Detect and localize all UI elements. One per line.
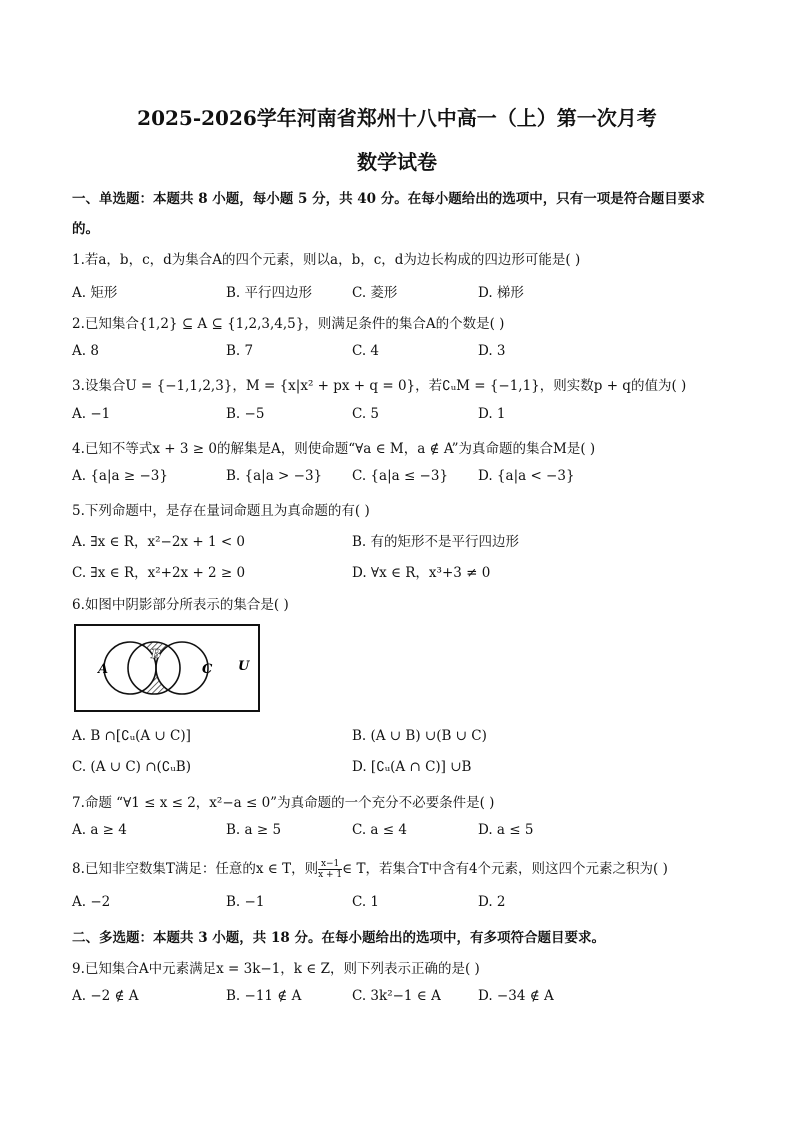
- q2-option-b: B. 7: [226, 343, 254, 359]
- q4-option-c: C. {a|a ≤ −3}: [352, 468, 449, 484]
- q1-option-b: B. 平行四边形: [226, 285, 313, 301]
- q3-option-c: C. 5: [352, 406, 380, 422]
- q2-option-a: A. 8: [72, 343, 99, 359]
- question-5-stem: 5.下列命题中，是存在量词命题且为真命题的有( ): [72, 503, 370, 519]
- question-7-stem: 7.命题 “∀1 ≤ x ≤ 2，x²−a ≤ 0”为真命题的一个充分不必要条件是( ): [72, 795, 495, 811]
- q2-option-d: D. 3: [478, 343, 506, 359]
- q8-option-a: A. −2: [72, 894, 111, 910]
- q5-option-d: D. ∀x ∈ R，x³+3 ≠ 0: [352, 565, 491, 581]
- label-a: A: [98, 662, 109, 677]
- q3-option-d: D. 1: [478, 406, 506, 422]
- label-u: U: [238, 659, 250, 674]
- q5-option-c: C. ∃x ∈ R，x²+2x + 2 ≥ 0: [72, 565, 246, 581]
- q1-option-a: A. 矩形: [72, 285, 118, 301]
- exam-subtitle: 数学试卷: [357, 150, 437, 174]
- q9-option-b: B. −11 ∉ A: [226, 988, 302, 1004]
- question-8-stem: [72, 857, 668, 880]
- q9-option-c: C. 3k²−1 ∈ A: [352, 988, 441, 1004]
- question-9-stem: 9.已知集合A中元素满足x = 3k−1，k ∈ Z，则下列表示正确的是( ): [72, 961, 480, 977]
- label-b: B: [151, 647, 162, 661]
- q6-option-d: D. [∁ᵤ(A ∩ C)] ∪B: [352, 759, 472, 775]
- question-4-stem: 4.已知不等式x + 3 ≥ 0的解集是A，则使命题“∀a ∈ M，a ∉ A”为真命题的集合M是( ): [72, 441, 596, 457]
- label-c: C: [202, 662, 213, 677]
- venn-diagram: [74, 624, 260, 712]
- q6-option-a: A. B ∩[∁ᵤ(A ∪ C)]: [72, 728, 191, 744]
- q8-stem-before: 8.已知非空数集T满足：任意的x ∈ T，则: [72, 861, 319, 877]
- q8-fraction-denominator: x + 1: [318, 870, 343, 880]
- q6-option-c: C. (A ∪ C) ∩(∁ᵤB): [72, 759, 191, 775]
- q8-fraction-numerator: x−1: [318, 859, 342, 870]
- section1-heading-cont: 的。: [72, 221, 99, 237]
- q3-option-a: A. −1: [72, 406, 111, 422]
- question-6-stem: 6.如图中阴影部分所表示的集合是( ): [72, 597, 289, 613]
- question-1-stem: 1.若a，b，c，d为集合A的四个元素，则以a，b，c，d为边长构成的四边形可能是( ): [72, 252, 581, 268]
- section2-heading: 二、多选题：本题共 3 小题，共 18 分。在每小题给出的选项中，有多项符合题目要求。: [72, 930, 605, 946]
- q7-option-b: B. a ≥ 5: [226, 822, 282, 838]
- q4-option-b: B. {a|a > −3}: [226, 468, 323, 484]
- q8-option-d: D. 2: [478, 894, 506, 910]
- q1-option-d: D. 梯形: [478, 285, 524, 301]
- q7-option-c: C. a ≤ 4: [352, 822, 407, 838]
- q6-option-b: B. (A ∪ B) ∪(B ∪ C): [352, 728, 487, 744]
- q8-fraction: [318, 859, 342, 880]
- q8-stem-after: ∈ T，若集合T中含有4个元素，则这四个元素之积为( ): [342, 861, 668, 877]
- exam-title: 2025-2026学年河南省郑州十八中高一（上）第一次月考: [137, 106, 657, 130]
- q2-option-c: C. 4: [352, 343, 380, 359]
- q1-option-c: C. 菱形: [352, 285, 398, 301]
- q7-option-d: D. a ≤ 5: [478, 822, 534, 838]
- q5-option-a: A. ∃x ∈ R，x²−2x + 1 < 0: [72, 534, 246, 550]
- q9-option-d: D. −34 ∉ A: [478, 988, 554, 1004]
- q8-option-b: B. −1: [226, 894, 265, 910]
- q9-option-a: A. −2 ∉ A: [72, 988, 139, 1004]
- q8-option-c: C. 1: [352, 894, 380, 910]
- question-3-stem: 3.设集合U = {−1,1,2,3}，M = {x|x² + px + q = 0}，若∁ᵤM = {−1,1}，则实数p + q的值为( ): [72, 378, 687, 394]
- q3-option-b: B. −5: [226, 406, 265, 422]
- question-2-stem: 2.已知集合{1,2} ⊆ A ⊆ {1,2,3,4,5}，则满足条件的集合A的个数是( ): [72, 316, 505, 332]
- q4-option-d: D. {a|a < −3}: [478, 468, 575, 484]
- section1-heading: 一、单选题：本题共 8 小题，每小题 5 分，共 40 分。在每小题给出的选项中，只有一项是符合题目要求: [72, 191, 705, 207]
- q7-option-a: A. a ≥ 4: [72, 822, 127, 838]
- q4-option-a: A. {a|a ≥ −3}: [72, 468, 168, 484]
- q5-option-b: B. 有的矩形不是平行四边形: [352, 534, 520, 550]
